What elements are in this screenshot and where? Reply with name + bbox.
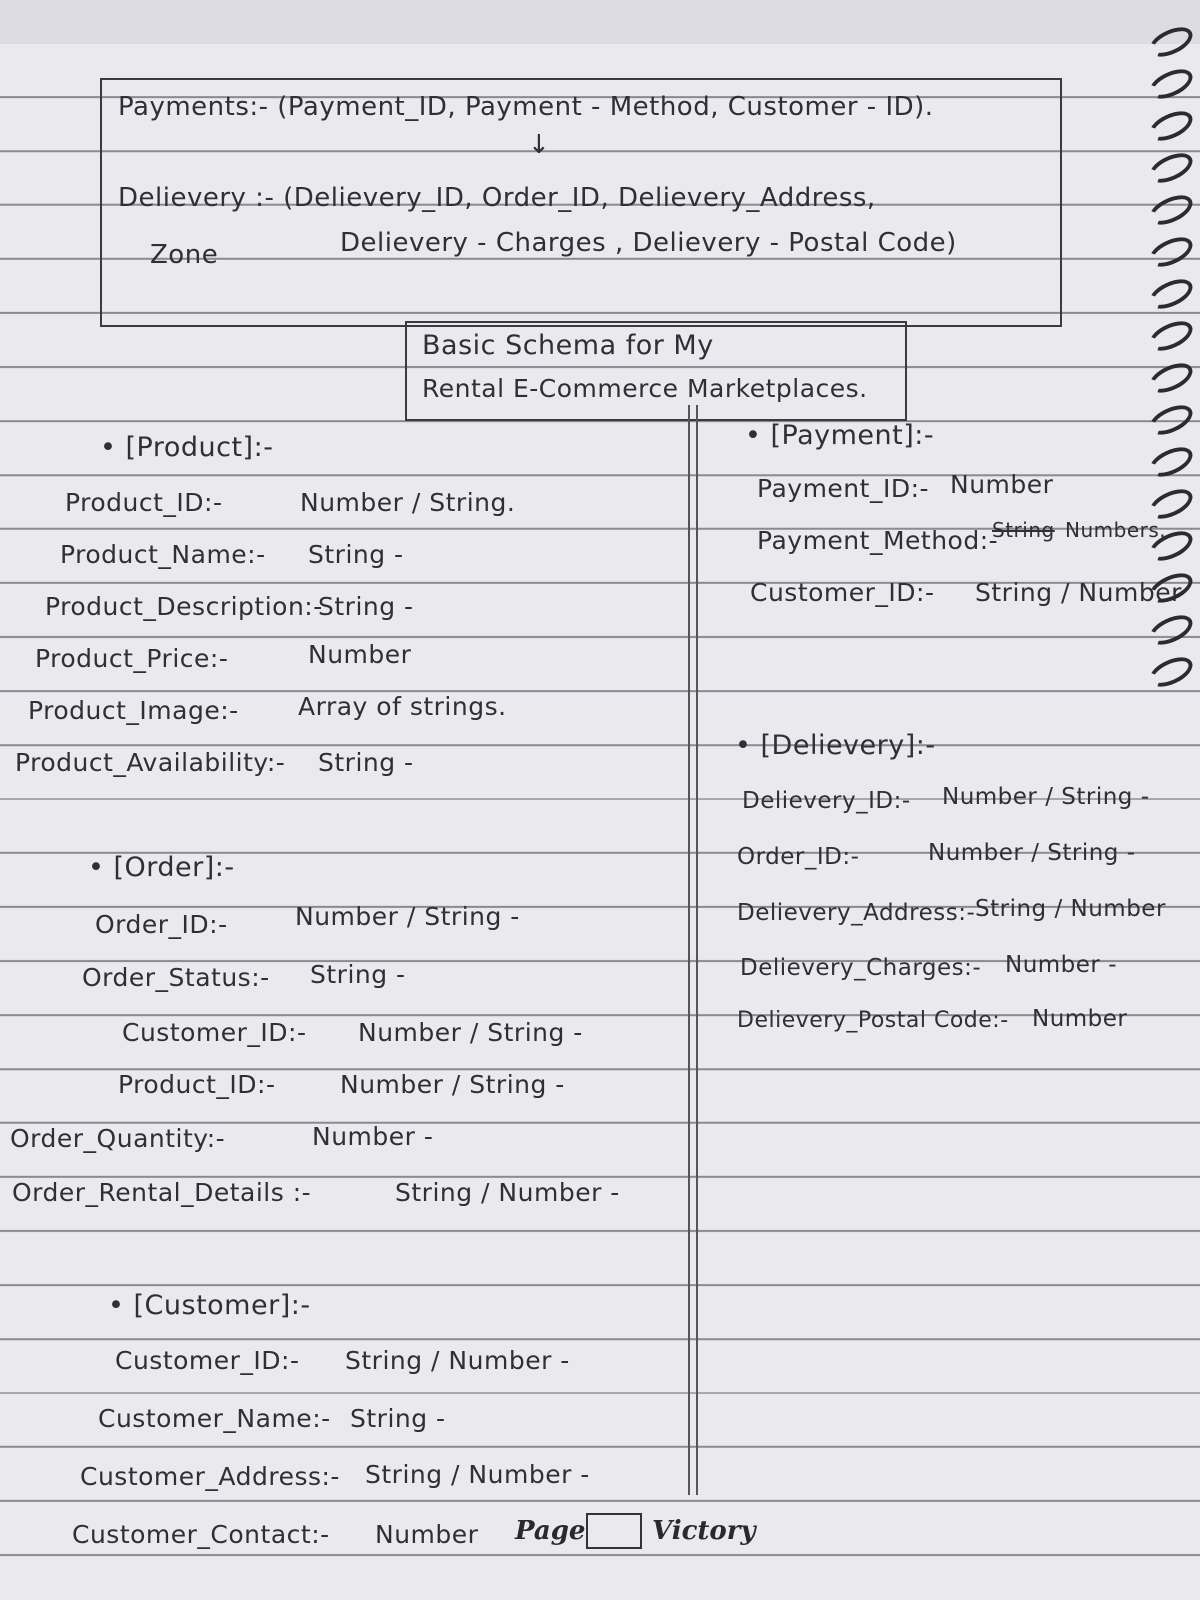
customer-field-type: Number <box>375 1520 479 1549</box>
delivery-field-name: Order_ID:- <box>737 844 860 870</box>
payment-field-name: Payment_ID:- <box>757 474 930 503</box>
order-field-type: Number / String - <box>340 1070 565 1099</box>
payment-field-struck: String <box>992 518 1055 542</box>
product-field-name: Product_Image:- <box>28 696 239 725</box>
column-divider <box>688 405 698 1495</box>
delivery-field-name: Delievery_Charges:- <box>740 955 982 981</box>
order-field-type: Number - <box>312 1122 434 1151</box>
down-arrow-icon: ↓ <box>528 130 551 160</box>
delivery-relation-zone: Zone <box>150 240 219 270</box>
delivery-field-type: Number <box>1032 1006 1128 1032</box>
customer-field-name: Customer_ID:- <box>115 1346 300 1375</box>
payment-field-name: Customer_ID:- <box>750 578 935 607</box>
product-field-name: Product_Name:- <box>60 540 266 569</box>
delivery-field-name: Delievery_Address:- <box>737 900 976 926</box>
customer-field-name: Customer_Contact:- <box>72 1520 330 1549</box>
order-field-name: Order_Rental_Details :- <box>12 1178 312 1207</box>
payment-field-type: Number <box>950 470 1054 499</box>
order-field-type: String - <box>310 960 406 989</box>
product-field-type: Array of strings. <box>298 692 507 721</box>
delivery-field-type: Number / String - <box>928 840 1136 866</box>
delivery-heading: • [Delievery]:- <box>735 730 936 761</box>
product-field-type: Number <box>308 640 412 669</box>
delivery-field-type: Number / String - <box>942 784 1150 810</box>
product-field-name: Product_Availability:- <box>15 748 286 777</box>
page-number-label: Page <box>515 1516 586 1546</box>
customer-heading: • [Customer]:- <box>108 1290 311 1321</box>
product-field-name: Product_ID:- <box>65 488 223 517</box>
order-field-name: Order_ID:- <box>95 910 228 939</box>
order-field-name: Order_Status:- <box>82 963 270 992</box>
product-field-type: String - <box>308 540 404 569</box>
payments-relation: Payments:- (Payment_ID, Payment - Method, Customer - ID). <box>118 92 934 122</box>
spiral-binding <box>1150 20 1200 1500</box>
product-field-name: Product_Price:- <box>35 644 229 673</box>
order-field-name: Product_ID:- <box>118 1070 276 1099</box>
delivery-field-type: Number - <box>1005 952 1118 978</box>
delivery-field-name: Delievery_Postal Code:- <box>737 1008 1009 1033</box>
customer-field-type: String / Number - <box>365 1460 590 1489</box>
delivery-relation-line1: Delievery :- (Delievery_ID, Order_ID, Delievery_Address, <box>118 183 876 213</box>
product-heading: • [Product]:- <box>100 432 274 463</box>
order-field-name: Customer_ID:- <box>122 1018 307 1047</box>
title-line1: Basic Schema for My <box>422 330 714 361</box>
product-field-type: String - <box>318 748 414 777</box>
delivery-field-type: String / Number <box>975 896 1166 922</box>
order-field-type: Number / String - <box>295 902 520 931</box>
payment-field-type: Numbers. <box>1065 518 1167 542</box>
product-field-type: Number / String. <box>300 488 516 517</box>
payment-heading: • [Payment]:- <box>745 420 935 451</box>
order-field-type: Number / String - <box>358 1018 583 1047</box>
title-line2: Rental E-Commerce Marketplaces. <box>422 374 868 403</box>
customer-field-type: String / Number - <box>345 1346 570 1375</box>
order-field-type: String / Number - <box>395 1178 620 1207</box>
customer-field-name: Customer_Address:- <box>80 1462 340 1491</box>
payment-field-type: String / Number <box>975 578 1182 607</box>
delivery-field-name: Delievery_ID:- <box>742 788 911 814</box>
product-field-name: Product_Description:- <box>45 592 323 621</box>
product-field-type: String - <box>318 592 414 621</box>
order-heading: • [Order]:- <box>88 852 235 883</box>
delivery-relation-line2: Delievery - Charges , Delievery - Postal Code) <box>340 228 957 258</box>
page-header-strip <box>0 0 1200 44</box>
brand-name: Victory <box>652 1516 756 1546</box>
customer-field-type: String - <box>350 1404 446 1433</box>
payment-field-name: Payment_Method:- <box>757 526 999 555</box>
customer-field-name: Customer_Name:- <box>98 1404 331 1433</box>
page-number-box <box>586 1513 642 1549</box>
order-field-name: Order_Quantity:- <box>10 1124 226 1153</box>
